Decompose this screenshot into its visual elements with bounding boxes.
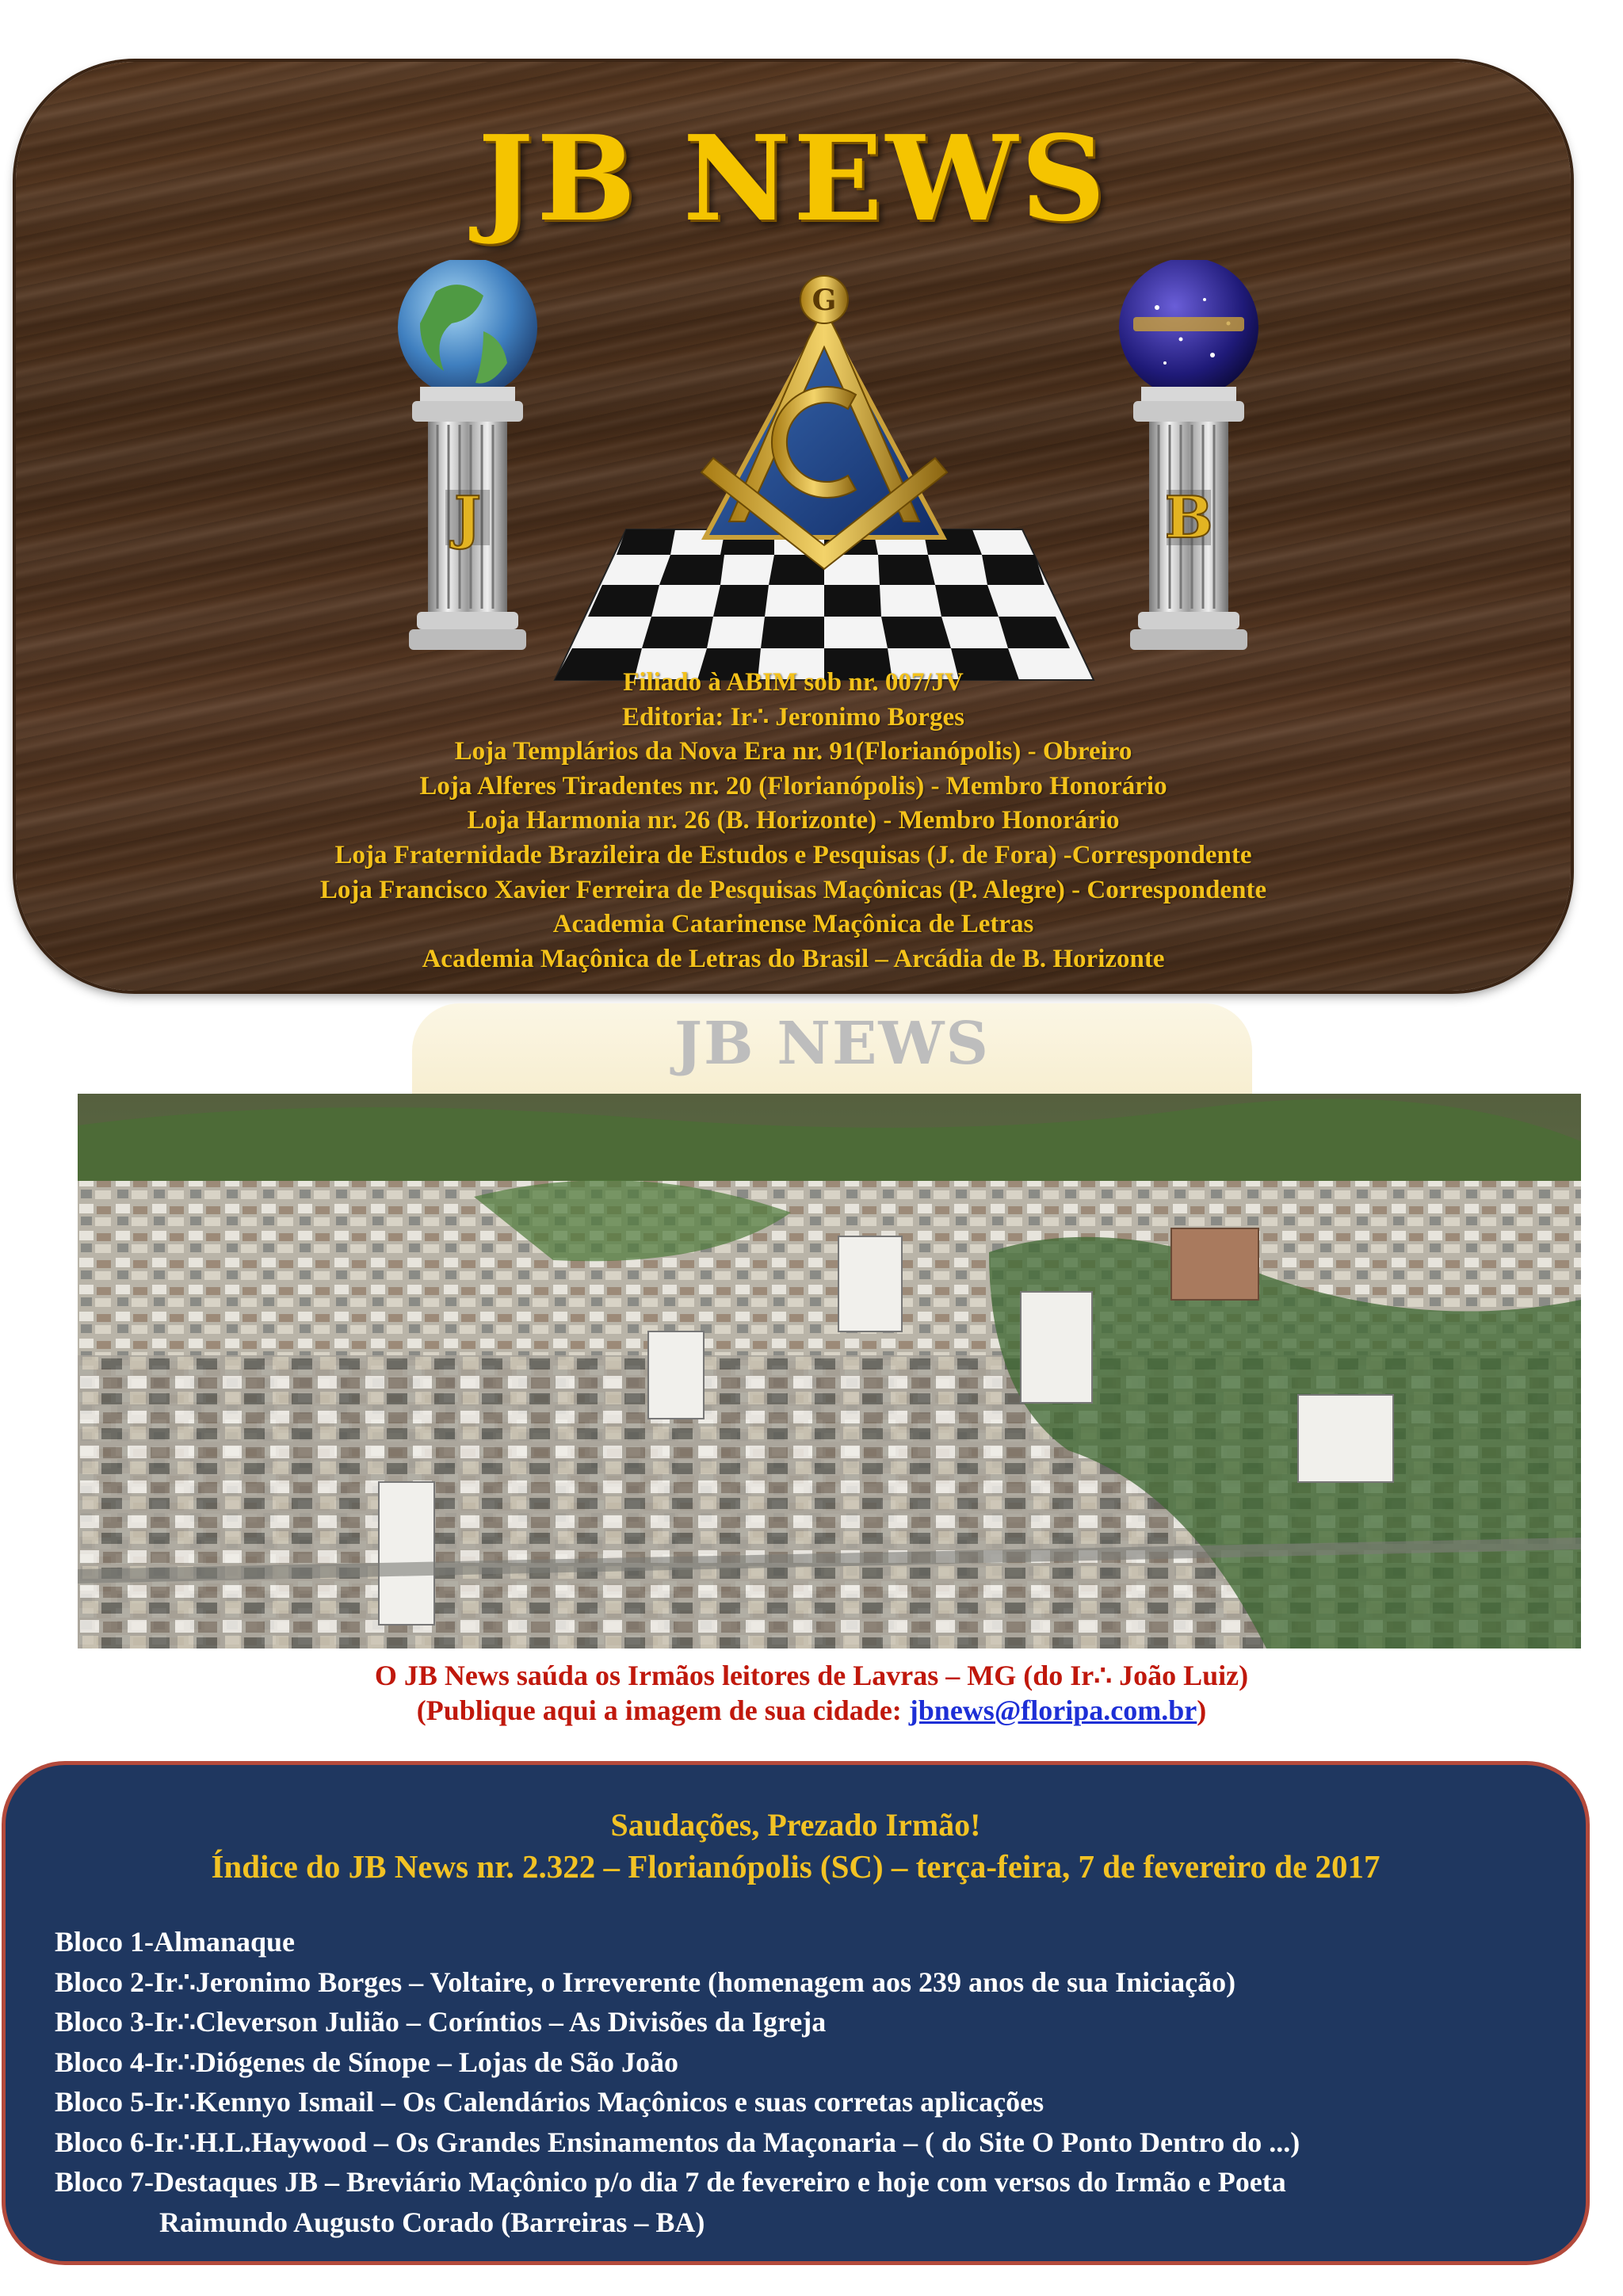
credit-line: Filiado à ABIM sob nr. 007/JV [623, 668, 964, 697]
credits-block [16, 666, 1571, 976]
masthead-title: JB NEWS [478, 109, 1109, 247]
pillar-b [1119, 260, 1258, 650]
greeting: Saudações, Prezado Irmão! [610, 1807, 981, 1843]
credit-line: Loja Harmonia nr. 26 (B. Horizonte) - Membro Honorário [467, 806, 1120, 835]
credit-line: Academia Catarinense Maçônica de Letras [552, 910, 1034, 939]
block-item: Bloco 6-Ir∴H.L.Haywood – Os Grandes Ensinamentos da Maçonaria – ( do Site O Ponto Dentro do ...) [55, 2126, 1300, 2158]
city-aerial-photo [78, 1094, 1581, 1648]
square-and-compass [701, 276, 947, 569]
email-link[interactable]: jbnews@floripa.com.br [908, 1694, 1197, 1726]
credit-line: Loja Templários da Nova Era nr. 91(Florianópolis) - Obreiro [454, 737, 1132, 766]
svg-text:J: J [453, 483, 482, 551]
credit-line: Loja Alferes Tiradentes nr. 20 (Florianópolis) - Membro Honorário [419, 771, 1167, 800]
credit-line: Loja Francisco Xavier Ferreira de Pesquisas Maçônicas (P. Alegre) - Correspondente [319, 875, 1267, 904]
index-panel [2, 1761, 1590, 2265]
block-item-continuation: Raimundo Augusto Corado (Barreiras – BA) [159, 2206, 705, 2238]
credit-line: Loja Fraternidade Brazileira de Estudos e Pesquisas (J. de Fora) -Correspondente [334, 840, 1252, 869]
faded-masthead-title: JB NEWS [674, 1010, 990, 1078]
caption-suffix: ) [1197, 1694, 1207, 1726]
caption-prefix: (Publique aqui a imagem de sua cidade: [416, 1694, 909, 1726]
block-item: Bloco 1-Almanaque [55, 1926, 296, 1958]
photo-caption [0, 1658, 1623, 1728]
caption-line-1: O JB News saúda os Irmãos leitores de Lavras – MG (do Ir∴ João Luiz) [374, 1660, 1249, 1691]
masonic-emblem [365, 260, 1284, 704]
block-item: Bloco 4-Ir∴Diógenes de Sínope – Lojas de São João [55, 2046, 678, 2078]
faded-masthead-tab [412, 1003, 1252, 1098]
pillar-j [398, 260, 537, 650]
block-item: Bloco 3-Ir∴Cleverson Julião – Coríntios – As Divisões da Igreja [55, 2006, 827, 2038]
credit-line: Academia Maçônica de Letras do Brasil – Arcádia de B. Horizonte [422, 944, 1165, 973]
block-item: Bloco 2-Ir∴Jeronimo Borges – Voltaire, o Irreverente (homenagem aos 239 anos de sua Iniciação) [55, 1966, 1236, 1998]
block-item: Bloco 5-Ir∴Kennyo Ismail – Os Calendários Maçônicos e suas corretas aplicações [55, 2086, 1044, 2118]
svg-text:B: B [1164, 483, 1213, 551]
masthead-panel [16, 62, 1571, 991]
credit-line: Editoria: Ir∴ Jeronimo Borges [622, 702, 964, 732]
caption-line-2 [0, 1693, 1623, 1728]
block-item: Bloco 7-Destaques JB – Breviário Maçônico p/o dia 7 de fevereiro e hoje com versos do Irmão e Poeta [55, 2166, 1286, 2198]
index-title: Índice do JB News nr. 2.322 – Florianópolis (SC) – terça-feira, 7 de fevereiro de 2017 [211, 1848, 1381, 1885]
svg-text:G: G [812, 284, 837, 317]
block-list [55, 1922, 1560, 2242]
